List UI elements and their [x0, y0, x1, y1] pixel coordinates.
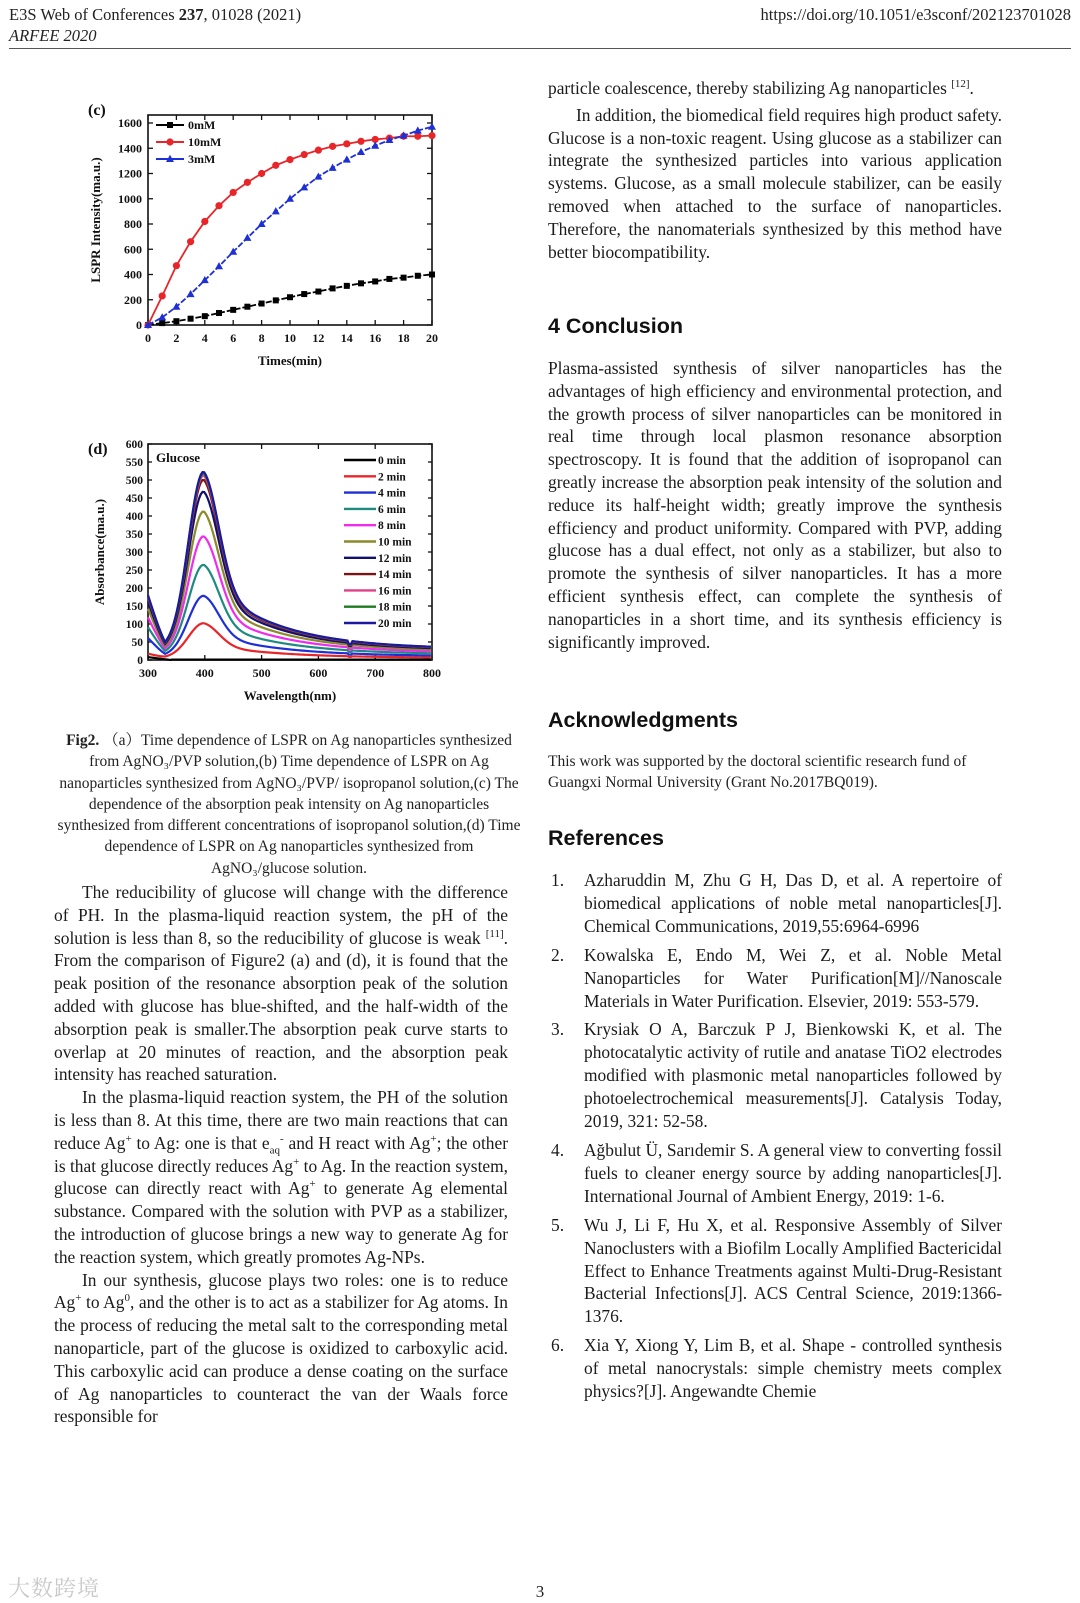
svg-text:18: 18: [397, 331, 410, 345]
svg-text:12 min: 12 min: [378, 552, 412, 565]
svg-text:8 min: 8 min: [378, 520, 406, 533]
svg-text:14 min: 14 min: [378, 569, 412, 582]
conclusion-text: [548, 357, 1002, 653]
svg-text:4 min: 4 min: [378, 487, 406, 500]
svg-text:600: 600: [124, 242, 142, 257]
svg-text:0: 0: [137, 655, 143, 667]
svg-text:14: 14: [340, 331, 353, 345]
paragraph-biomedical: In addition, the biomedical field requires high product safety. Glucose is a non-toxic reagent. Using glucose as a stabilizer can integrate the synthesized particles into various application systems. Glucose, as a small molecule stabilizer, can be easily removed when attached to the surface of nanoparticles. Therefore, the nanomaterials synthesized by this method have better biocompatibility.: [548, 104, 1002, 262]
svg-text:200: 200: [125, 583, 143, 595]
reference-text: Ağbulut Ü, Sarıdemir S. A general view to converting fossil fuels to cleaner energy source by adding nanoparticles[J]. International Journal of Ambient Energy, 2019: 1-6.: [584, 1139, 1002, 1206]
svg-text:1000: 1000: [118, 191, 142, 206]
svg-text:500: 500: [252, 666, 271, 680]
reference-item: [548, 1139, 1002, 1208]
section-heading-conclusion: 4 Conclusion: [548, 314, 683, 338]
svg-text:0: 0: [145, 331, 151, 345]
svg-text:16 min: 16 min: [378, 585, 412, 598]
svg-text:8: 8: [258, 331, 265, 345]
reference-number: 3.: [551, 1019, 565, 1040]
journal-name: E3S Web of Conferences: [9, 5, 175, 24]
reference-text: Xia Y, Xiong Y, Lim B, et al. Shape - controlled synthesis of metal nanocrystals: simple chemistry meets complex physics?[J]. Angewandte Chemie: [584, 1335, 1002, 1402]
svg-text:2 min: 2 min: [378, 471, 406, 484]
journal-volume: 237: [178, 5, 204, 24]
svg-text:50: 50: [131, 637, 143, 649]
references-list: [548, 869, 1002, 1409]
section-heading-references: References: [548, 826, 664, 850]
chart-c: [80, 95, 460, 385]
header-divider: [9, 48, 1071, 49]
svg-text:400: 400: [124, 267, 142, 282]
svg-text:300: 300: [139, 666, 157, 680]
reference-number: 1.: [551, 870, 565, 890]
svg-text:250: 250: [125, 565, 143, 577]
journal-citation: [9, 4, 301, 25]
right-column-top: [548, 77, 1002, 263]
article-number: , 01028 (2021): [203, 5, 302, 24]
caption-label: Fig2.: [66, 732, 100, 749]
svg-text:600: 600: [309, 666, 328, 680]
paragraph-coalescence: particle coalescence, thereby stabilizing Ag nanoparticles [12].: [548, 78, 974, 98]
caption-text: （a）Time dependence of LSPR on Ag nanoparticles synthesized from AgNO₃/PVP solution,(b) Time dependence of LSPR on Ag nanoparticles synthesized from AgNO₃/PVP/ isopropanol solution,(c) The dependence of the absorption peak intensity on Ag nanoparticles synthesized from different concentrations of isopropanol solution,(d) Time dependence of LSPR on Ag nanoparticles synthesized from AgNO₃/glucose solution.: [57, 732, 521, 877]
paragraph-reducibility: The reducibility of glucose will change with the difference of PH. In the plasma-liquid reaction system, the pH of the solution is less than 8, so the reducibility of glucose is weak [11]. From the comparison of Figure2 (a) and (d), it is found that the peak position of the resonance absorption peak of the solution added with glucose has blue-shifted, and the half-width of the absorption peak is smaller.The absorption peak curve starts to overlap at 20 minutes of reaction, and the absorption peak intensity has reached saturation.: [54, 882, 508, 1085]
svg-text:800: 800: [124, 217, 142, 231]
svg-text:LSPR Intensity(ma.u.): LSPR Intensity(ma.u.): [88, 157, 103, 283]
reference-item: [548, 1334, 1002, 1403]
chart-d: [80, 430, 460, 715]
reference-item: [548, 944, 1002, 1013]
svg-text:700: 700: [366, 666, 385, 680]
svg-text:12: 12: [312, 331, 325, 345]
svg-text:0: 0: [136, 318, 142, 332]
svg-text:10mM: 10mM: [188, 135, 222, 149]
reference-text: Wu J, Li F, Hu X, et al. Responsive Assembly of Silver Nanoclusters with a Biofilm Locally Amplified Bactericidal Effect to Enhance Treatments against Multi-Drug-Resistant Bacterial Infections[J]. ACS Central Science, 2019:1366-1376.: [584, 1214, 1002, 1327]
svg-text:20: 20: [426, 331, 438, 345]
reference-text: Krysiak O A, Barczuk P J, Bienkowski K, et al. The photocatalytic activity of rutile and anatase TiO2 electrodes modified with plasmonic metal nanoparticles followed by photoelectrochemical measurements[J]. Catalysis Today, 2019, 321: 52-58.: [584, 1019, 1002, 1132]
reference-item: [548, 1214, 1002, 1329]
svg-text:300: 300: [125, 547, 143, 559]
svg-text:400: 400: [125, 511, 143, 523]
svg-text:Absorbance(ma.u.): Absorbance(ma.u.): [92, 498, 107, 606]
reference-number: 2.: [551, 944, 565, 965]
page-number: 3: [535, 1582, 545, 1601]
left-column: [54, 881, 508, 1428]
reference-number: 6.: [551, 1335, 565, 1356]
watermark-logo: 大数跨境: [8, 1577, 101, 1602]
svg-text:2: 2: [173, 331, 180, 345]
reference-text: Kowalska E, Endo M, Wei Z, et al. Noble Metal Nanoparticles for Water Purification[M]//Nanoscale Materials in Water Purification. Elsevier, 2019: 553-579.: [584, 944, 1002, 1011]
svg-text:4: 4: [201, 331, 208, 345]
reference-item: [548, 869, 1002, 938]
svg-text:200: 200: [124, 292, 142, 307]
svg-text:0mM: 0mM: [188, 118, 216, 132]
svg-text:450: 450: [125, 493, 143, 505]
paragraph-two-roles: In our synthesis, glucose plays two roles: one is to reduce Ag+ to Ag$^0$, and the other is to act as a stabilizer for Ag atoms. In the process of reducing the metal salt to the corresponding metal nanoparticle, part of the glucose is oxidized to carboxylic acid. This carboxylic acid can produce a dense coating on the surface of Ag nanoparticles to counteract the van der Waals force responsible for: [54, 1269, 508, 1427]
svg-text:20 min: 20 min: [378, 618, 412, 630]
svg-text:350: 350: [125, 529, 143, 541]
citation-12[interactable]: [12]: [951, 78, 970, 91]
svg-text:6 min: 6 min: [378, 503, 406, 516]
svg-text:16: 16: [369, 331, 382, 345]
svg-text:0 min: 0 min: [378, 455, 406, 467]
svg-text:500: 500: [125, 475, 143, 487]
svg-text:(d): (d): [88, 441, 108, 458]
paragraph-conclusion: Plasma-assisted synthesis of silver nanoparticles has the advantages of high efficiency and environmental protection, and the growth process of silver nanoparticles can be monitored in real time through local plasmon resonance absorption spectroscopy. It is found that the addition of isopropanol can greatly increase the absorption peak intensity of the solution and reduce its half-height width; greatly improve the synthesis efficiency and product uniformity. Compared with PVP, adding glucose has a dual effect, not only as a stabilizer, but also to promote the synthesis of silver nanoparticles. It has a more efficient synthesis effect, can complete the synthesis of nanoparticles in a short time, and its synthesis efficiency is significantly improved.: [548, 358, 1002, 652]
svg-text:600: 600: [125, 439, 143, 451]
svg-text:800: 800: [423, 666, 441, 680]
figure-caption: [54, 730, 524, 879]
svg-text:1200: 1200: [118, 166, 142, 181]
svg-text:Wavelength(nm): Wavelength(nm): [243, 688, 337, 703]
svg-text:1600: 1600: [118, 116, 142, 130]
svg-text:Glucose: Glucose: [156, 450, 201, 465]
conference-name: ARFEE 2020: [9, 26, 97, 45]
section-heading-acknowledgments: Acknowledgments: [548, 708, 738, 732]
svg-text:400: 400: [195, 666, 214, 680]
svg-text:1400: 1400: [118, 141, 142, 156]
svg-text:150: 150: [125, 601, 143, 613]
svg-text:550: 550: [125, 457, 143, 469]
reference-number: 5.: [551, 1214, 565, 1235]
reference-number: 4.: [551, 1139, 565, 1160]
acknowledgments-text: This work was supported by the doctoral scientific research fund of Guangxi Normal University (Grant No.2017BQ019).: [548, 753, 967, 791]
svg-text:18 min: 18 min: [378, 601, 412, 614]
reference-item: [548, 1018, 1002, 1133]
svg-text:100: 100: [125, 619, 143, 631]
citation-11[interactable]: [11]: [485, 927, 504, 940]
svg-text:10 min: 10 min: [378, 536, 412, 549]
svg-text:6: 6: [230, 331, 237, 345]
svg-text:10: 10: [284, 331, 296, 345]
svg-text:(c): (c): [88, 102, 106, 119]
svg-text:Times(min): Times(min): [257, 353, 323, 368]
paragraph-reactions: In the plasma-liquid reaction system, the PH of the solution is less than 8. At this time, there are two main reactions that can reduce Ag+ to Ag: one is that $e_{aq}^-$ and H react with Ag+; the other is that glucose directly reduces Ag+ to Ag. In the reaction system, glucose can directly react with Ag+ to generate Ag elemental substance. Compared with the solution with PVP as a stabilizer, the introduction of glucose brings a new way to generate Ag for the reaction system, which greatly promotes Ag-NPs.: [54, 1087, 508, 1267]
svg-text:3mM: 3mM: [188, 152, 216, 166]
reference-text: Azharuddin M, Zhu G H, Das D, et al. A repertoire of biomedical applications of noble metal nanoparticles[J]. Chemical Communications, 2019,55:6964-6996: [584, 870, 1002, 936]
doi-link[interactable]: https://doi.org/10.1051/e3sconf/202123701028: [760, 5, 1071, 24]
